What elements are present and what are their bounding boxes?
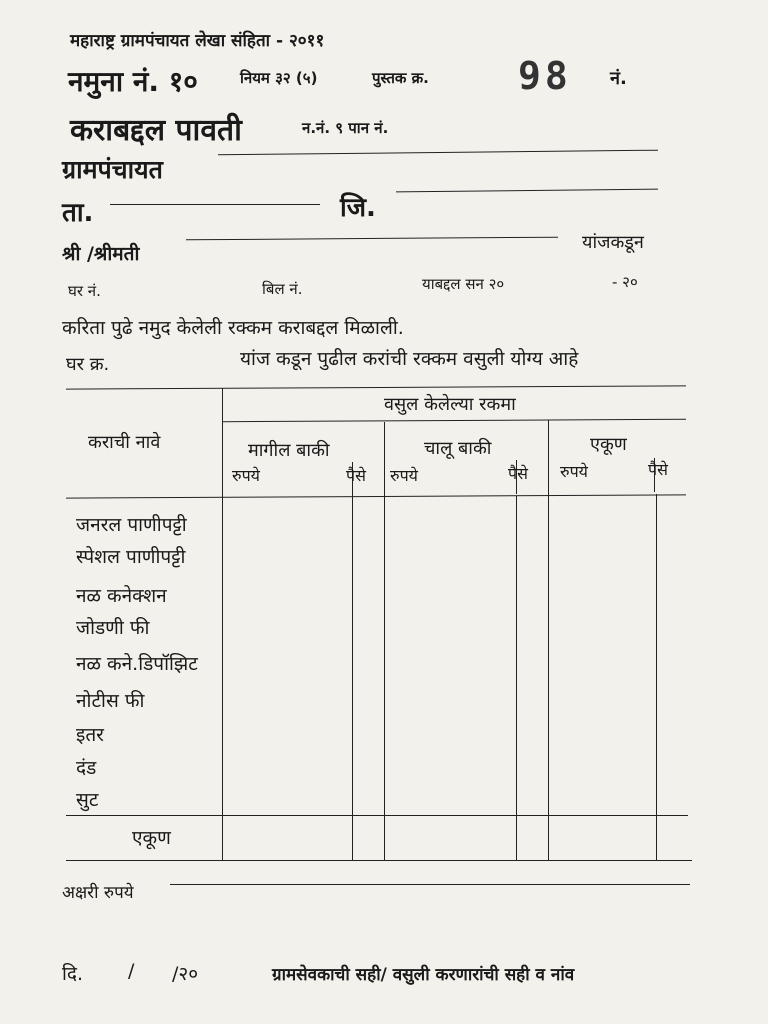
date-label: दि. bbox=[62, 963, 84, 985]
signature-label: ग्रामसेवकाची सही/ वसुली करणारांची सही व नांव bbox=[272, 965, 575, 985]
previous-balance-header: मागील बाकी bbox=[248, 440, 330, 461]
grampanchayat-line bbox=[218, 150, 658, 156]
tax-row-label: दंड bbox=[76, 757, 97, 779]
tax-row-label: इतर bbox=[76, 724, 104, 746]
date-year: /२० bbox=[172, 963, 199, 985]
tax-row-label: नळ कनेक्शन bbox=[76, 585, 167, 607]
number-suffix: नं. bbox=[610, 68, 627, 89]
tax-row-label: जोडणी फी bbox=[76, 617, 150, 639]
total-paise-header: पैसे bbox=[648, 460, 668, 479]
from-label: यांजकडून bbox=[582, 232, 644, 253]
total-rupees-header: रुपये bbox=[560, 462, 588, 481]
amount-in-words-label: अक्षरी रुपये bbox=[62, 883, 134, 903]
code-title: महाराष्ट्र ग्रामपंचायत लेखा संहिता - २०११ bbox=[70, 31, 325, 51]
reference-number: न.नं. ९ पान नं. bbox=[302, 119, 389, 137]
period-label: याबद्दल सन २० bbox=[422, 275, 505, 293]
bill-number-label: बिल नं. bbox=[262, 280, 303, 298]
form-title: कराबद्दल पावती bbox=[70, 113, 242, 148]
taluka-line bbox=[110, 204, 320, 205]
district-label: जि. bbox=[340, 193, 376, 223]
recoverable-statement: यांज कडून पुढील करांची रक्कम वसुली योग्य आहे bbox=[240, 348, 579, 370]
name-prefix: श्री /श्रीमती bbox=[62, 243, 140, 265]
current-rupees-header: रुपये bbox=[390, 466, 418, 485]
total-row-label: एकूण bbox=[132, 827, 171, 849]
rule-number: नियम ३२ (५) bbox=[240, 69, 318, 87]
tax-row-label: नोटीस फी bbox=[76, 690, 145, 712]
grampanchayat-label: ग्रामपंचायत bbox=[62, 155, 163, 184]
tax-row-label: जनरल पाणीपट्टी bbox=[76, 514, 187, 536]
taluka-label: ता. bbox=[62, 198, 94, 228]
name-line bbox=[186, 237, 558, 241]
tax-row-label: सुट bbox=[76, 789, 99, 811]
book-number-value: 98 bbox=[518, 54, 572, 98]
collected-amounts-header: वसुल केलेल्या रकमा bbox=[384, 394, 516, 415]
tax-names-header: कराची नावे bbox=[88, 432, 161, 453]
house-kr-label: घर क्र. bbox=[66, 354, 110, 375]
date-separator: / bbox=[128, 960, 135, 982]
district-line bbox=[396, 189, 658, 193]
tax-row-label: स्पेशल पाणीपट्टी bbox=[76, 546, 186, 568]
house-number-label: घर नं. bbox=[68, 282, 101, 300]
current-balance-header: चालू बाकी bbox=[424, 438, 492, 459]
book-number-label: पुस्तक क्र. bbox=[372, 69, 429, 87]
total-header: एकूण bbox=[590, 434, 627, 455]
previous-paise-header: पैसे bbox=[346, 466, 366, 485]
current-paise-header: पैसे bbox=[508, 464, 528, 483]
tax-row-label: नळ कने.डिपॉझिट bbox=[76, 653, 198, 675]
received-statement: करिता पुढे नमुद केलेली रक्कम कराबद्दल मिळाली. bbox=[62, 317, 404, 339]
form-number: नमुना नं. १० bbox=[68, 65, 198, 98]
amount-in-words-line bbox=[170, 884, 690, 885]
previous-rupees-header: रुपये bbox=[232, 466, 260, 485]
period-end: - २० bbox=[612, 273, 638, 291]
